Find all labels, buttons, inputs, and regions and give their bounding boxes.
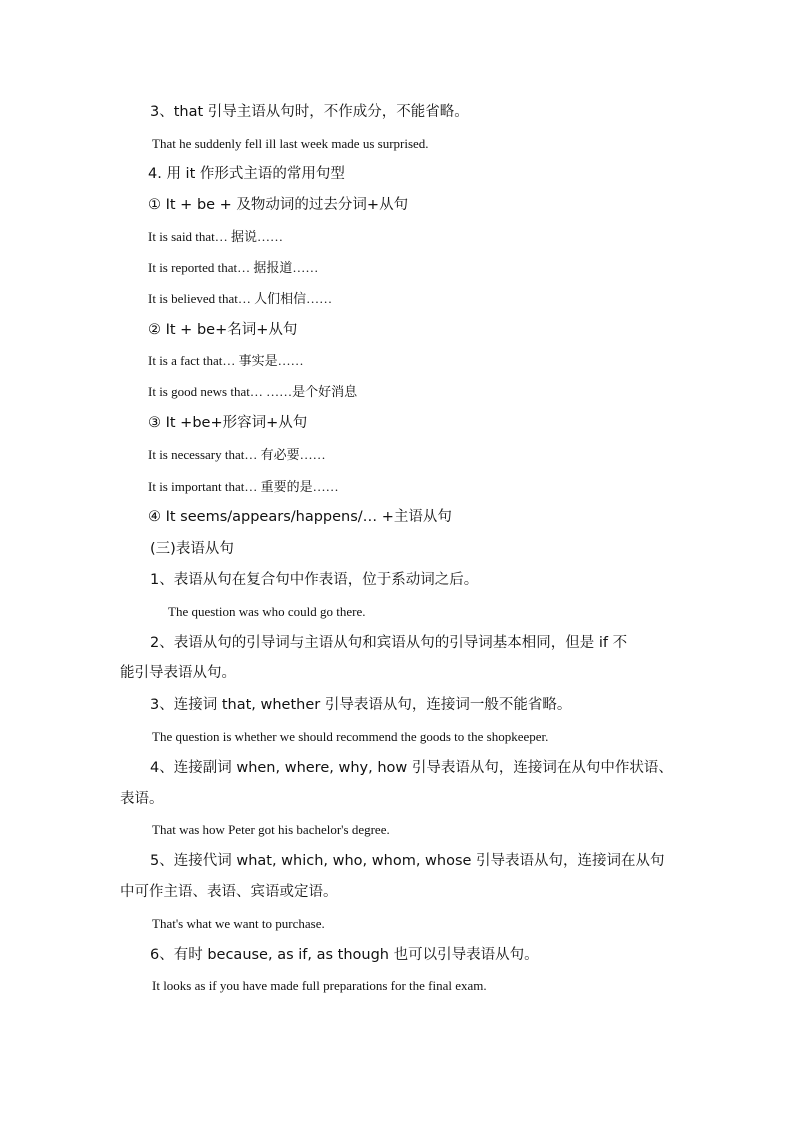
text-line-18: 2、表语从句的引导词与主语从句和宾语从句的引导词基本相同，但是 if 不 bbox=[150, 635, 628, 651]
text-line-27: That's what we want to purchase. bbox=[152, 916, 325, 931]
text-line-2: That he suddenly fell ill last week made us surprised. bbox=[152, 136, 429, 151]
text-line-22: 4、连接副词 when, where, why, how 引导表语从句，连接词在从句中作状语、 bbox=[150, 760, 673, 776]
text-line-25: 5、连接代词 what, which, who, whom, whose 引导表语从句，连接词在从句 bbox=[150, 853, 665, 869]
text-line-4: ① It + be + 及物动词的过去分词+从句 bbox=[148, 197, 409, 213]
text-line-16: 1、表语从句在复合句中作表语，位于系动词之后。 bbox=[150, 572, 479, 588]
text-line-20: 3、连接词 that, whether 引导表语从句，连接词一般不能省略。 bbox=[150, 697, 572, 713]
text-line-8: ② It + be+名词+从句 bbox=[148, 322, 298, 338]
text-line-17: The question was who could go there. bbox=[168, 604, 366, 619]
text-line-10: It is good news that… ……是个好消息 bbox=[148, 384, 358, 399]
text-line-1: 3、that 引导主语从句时，不作成分，不能省略。 bbox=[150, 104, 469, 120]
text-line-11: ③ It +be+形容词+从句 bbox=[148, 415, 308, 431]
text-line-5: It is said that… 据说…… bbox=[148, 229, 284, 244]
text-line-29: It looks as if you have made full preparations for the final exam. bbox=[152, 978, 487, 993]
text-line-13: It is important that… 重要的是…… bbox=[148, 479, 339, 494]
text-line-19: 能引导表语从句。 bbox=[120, 665, 236, 681]
text-line-7: It is believed that… 人们相信…… bbox=[148, 291, 333, 306]
text-line-14: ④ It seems/appears/happens/… +主语从句 bbox=[148, 509, 452, 525]
text-line-3: 4. 用 it 作形式主语的常用句型 bbox=[148, 166, 345, 182]
text-line-26: 中可作主语、表语、宾语或定语。 bbox=[120, 884, 338, 900]
section-heading: (三)表语从句 bbox=[150, 541, 234, 557]
text-line-6: It is reported that… 据报道…… bbox=[148, 260, 319, 275]
text-line-12: It is necessary that… 有必要…… bbox=[148, 447, 326, 462]
text-line-9: It is a fact that… 事实是…… bbox=[148, 353, 304, 368]
text-line-24: That was how Peter got his bachelor's degree. bbox=[152, 822, 390, 837]
text-line-21: The question is whether we should recommend the goods to the shopkeeper. bbox=[152, 729, 549, 744]
text-line-23: 表语。 bbox=[120, 791, 164, 807]
text-line-28: 6、有时 because, as if, as though 也可以引导表语从句。 bbox=[150, 947, 539, 963]
